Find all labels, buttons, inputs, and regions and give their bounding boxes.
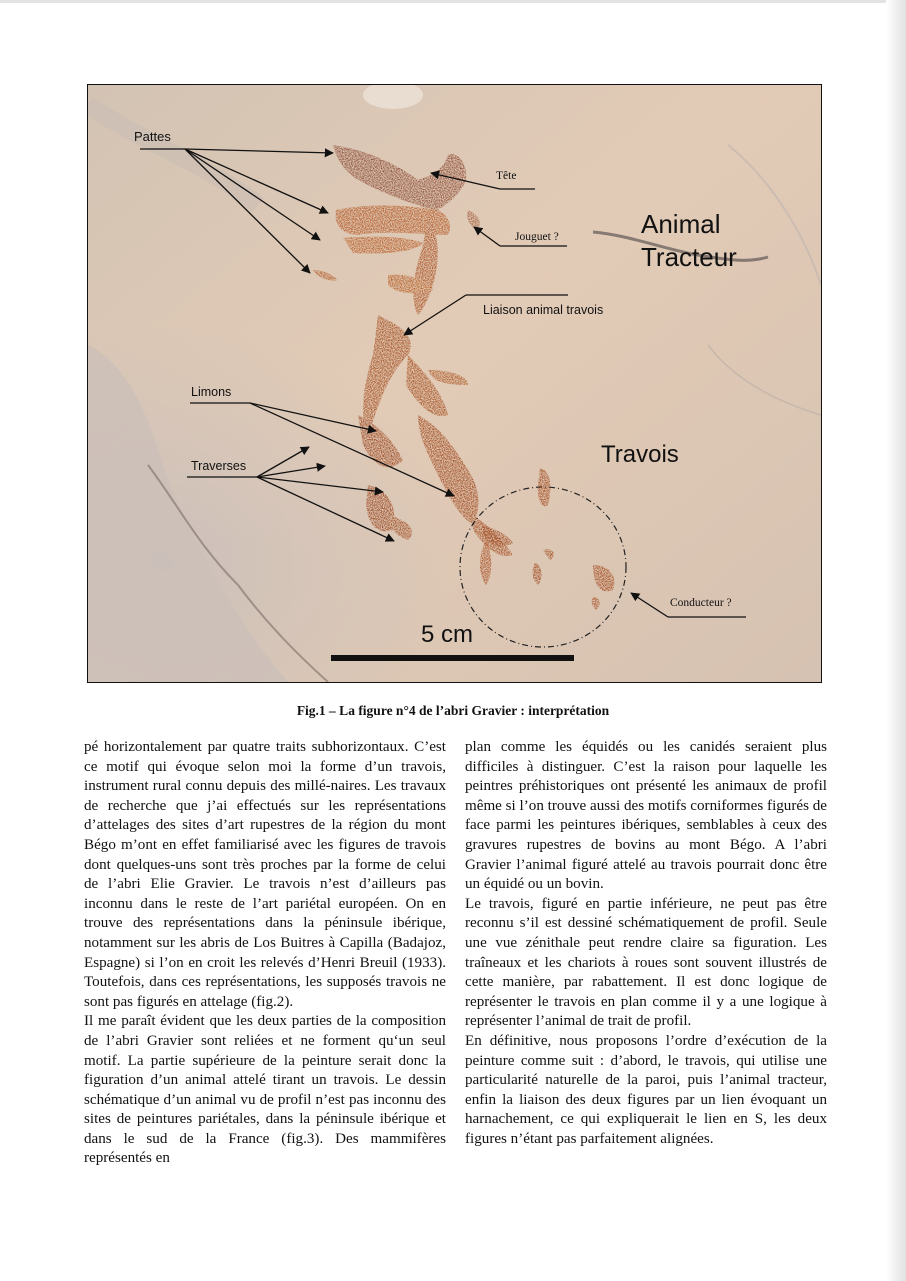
text-column-left — [84, 738, 446, 1169]
label-pattes: Pattes — [134, 129, 171, 144]
figure-caption: Fig.1 – La figure n°4 de l’abri Gravier : interprétation — [296, 703, 610, 718]
label-jouguet: Jouguet ? — [515, 231, 559, 243]
label-animal-tracteur-1: Animal — [641, 209, 721, 239]
label-tete: Tête — [496, 170, 517, 182]
label-travois: Travois — [601, 441, 679, 468]
label-traverses: Traverses — [191, 459, 247, 473]
paragraph: Il me paraît évident que les deux parties de la composition de l’abri Gravier sont reliées et ne forment qu‘un seul motif. La partie supérieure de la peinture serait donc la figuration d’un animal attelé tirant un travois. Le dessin schématique d’un animal vu de profil n’est pas inconnu des sites de peintures pariétales, dans la péninsule ibérique et dans le sud de la France (fig.3). Des mammifères représentés en — [84, 1013, 446, 1167]
label-liaison: Liaison animal travois — [483, 303, 604, 317]
text-column-right — [465, 738, 827, 1149]
label-animal-tracteur-2: Tracteur — [641, 242, 737, 272]
paragraph: Le travois, figuré en partie inférieure, ne peut pas être reconnu s’il est dessiné schématiquement de profil. Seule une vue zénithale peut rendre claire sa figuration. Les traîneaux et les chariots à roues sont souvent illustrés de cette manière, par rabattement. Il est donc logique de représenter le travois en plan comme il y a une logique à représenter l’animal de trait de profil. — [465, 895, 827, 1030]
paragraph: plan comme les équidés ou les canidés seraient plus difficiles à distinguer. C’est la raison pour laquelle les peintres préhistoriques ont présenté les animaux de profil même si l’on trouve aussi des motifs corniformes figurés de face parmi les peintures ibériques, semblables à ceux des gravures rupestres de bovins au mont Bégo. A l’abri Gravier l’animal figuré attelé au travois pourrait donc être un équidé ou un bovin. — [465, 739, 827, 893]
paragraph: pé horizontalement par quatre traits subhorizontaux. C’est ce motif qui évoque selon moi la forme d’un travois, instrument rural connu depuis des millé-naires. Les travaux de recherche que j’ai effectués sur les représentations d’attelages des sites d’art rupestres de la région du mont Bégo m’ont en effet familiarisé avec les figures de travois dont quelques-uns sont très proches par la forme de celui de l’abri Elie Gravier. Le travois n’est d’ailleurs pas inconnu dans le reste de l’art pariétal européen. On en trouve des représentations dans la péninsule ibérique, notamment sur les abris de Los Buitres à Capilla (Badajoz, Espagne) si l’on en croit les relevés d’Henri Breuil (1933). Toutefois, dans ces représentations, les supposés travois ne sont pas figurés en attelage (fig.2). — [84, 739, 446, 1010]
page-right-shadow — [886, 0, 906, 1281]
page-top-edge — [0, 0, 906, 3]
scale-label: 5 cm — [421, 621, 474, 648]
label-conducteur: Conducteur ? — [670, 597, 732, 609]
label-limons: Limons — [191, 385, 232, 399]
figure-photo — [87, 84, 822, 683]
paragraph: En définitive, nous proposons l’ordre d’exécution de la peinture comme suit : d’abord, le travois, qui utilise une particularité naturelle de la paroi, puis l’animal tracteur, enfin la liaison des deux figures par un lien évoquant un harnachement, ce qui expliquerait le lien en S, les deux figures n’étant pas parfaitement alignées. — [465, 1032, 827, 1147]
